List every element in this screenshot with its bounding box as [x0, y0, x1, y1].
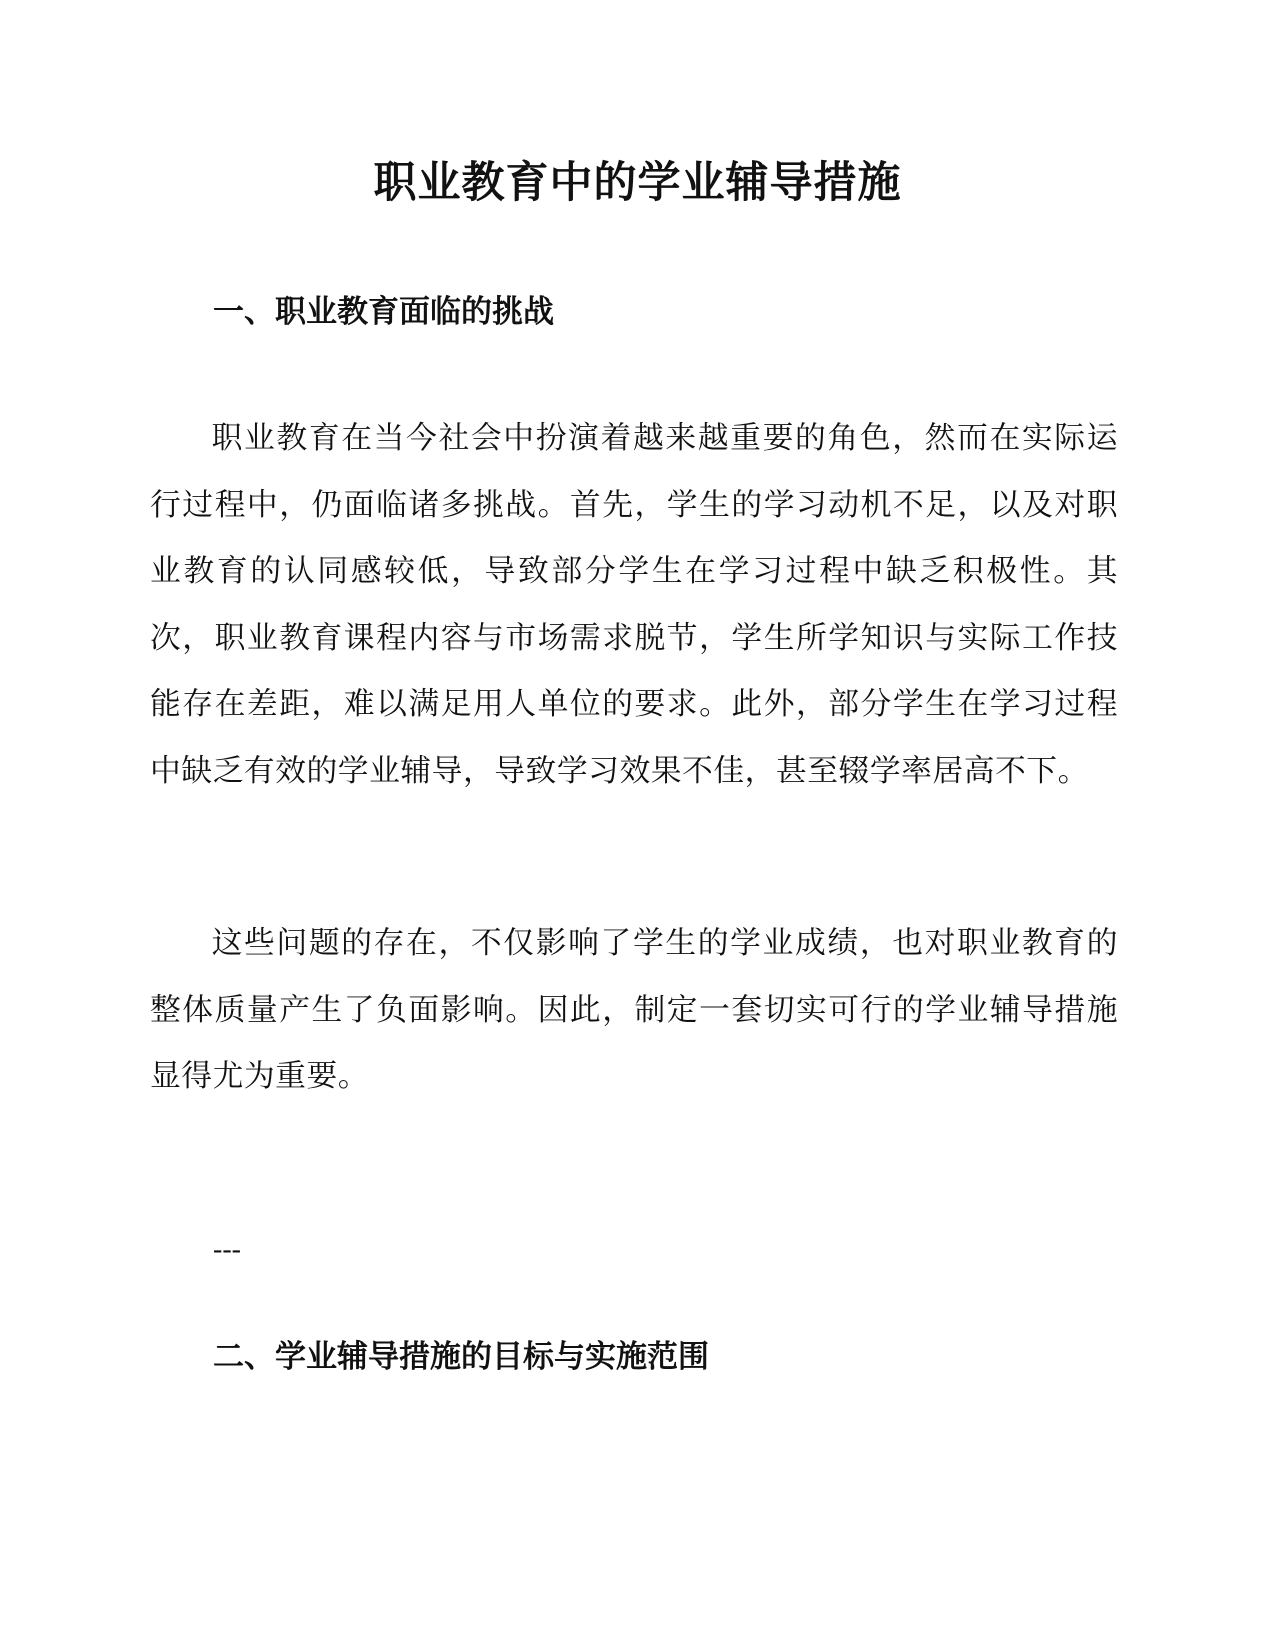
section-1-paragraph-2: 这些问题的存在，不仅影响了学生的学业成绩，也对职业教育的整体质量产生了负面影响。因此，制定一套切实可行的学业辅导措施显得尤为重要。 [150, 925, 1118, 1094]
section-separator: --- [213, 1234, 241, 1265]
document-title: 职业教育中的学业辅导措施 [373, 158, 902, 208]
section-1-heading: 一、职业教育面临的挑战 [213, 294, 554, 330]
section-1-paragraph-1: 职业教育在当今社会中扮演着越来越重要的角色，然而在实际运行过程中，仍面临诸多挑战。首先，学生的学习动机不足，以及对职业教育的认同感较低，导致部分学生在学习过程中缺乏积极性。其次，职业教育课程内容与市场需求脱节，学生所学知识与实际工作技能存在差距，难以满足用人单位的要求。此外，部分学生在学习过程中缺乏有效的学业辅导，导致学习效果不佳，甚至辍学率居高不下。 [150, 420, 1118, 789]
section-2-heading: 二、学业辅导措施的目标与实施范围 [213, 1339, 709, 1375]
